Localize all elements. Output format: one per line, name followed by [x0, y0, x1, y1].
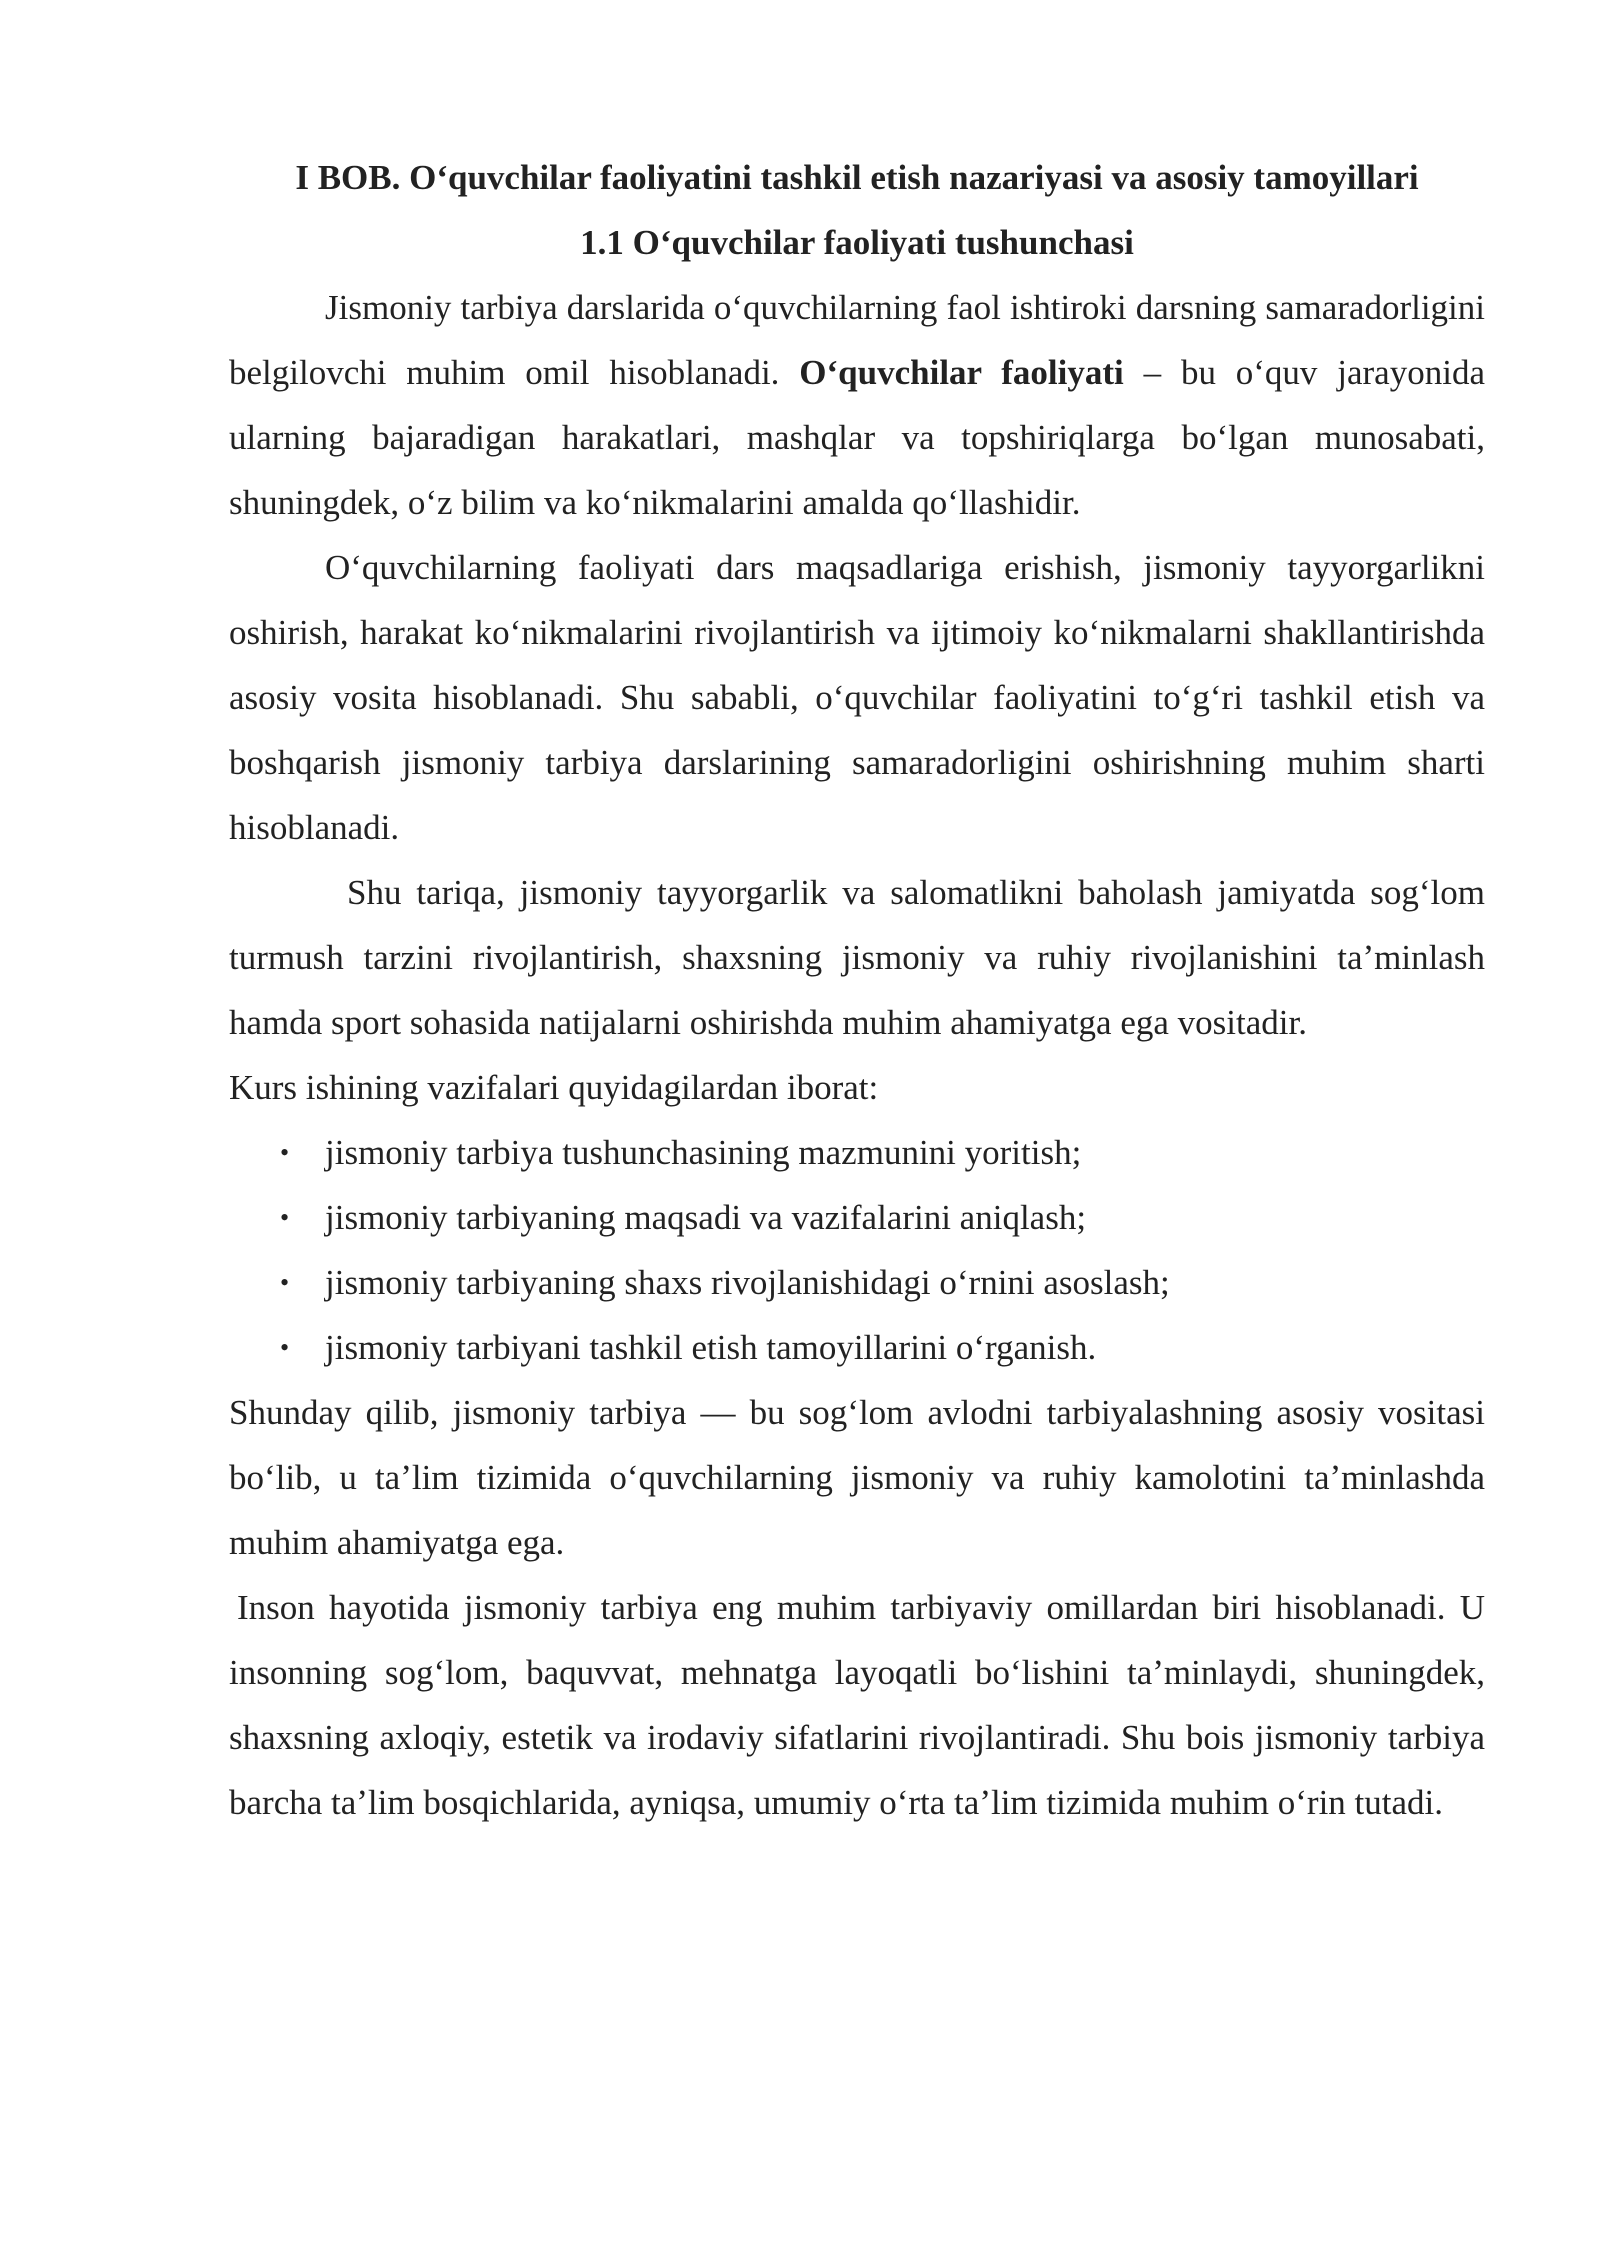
paragraph-5: Inson hayotida jismoniy tarbiya eng muhim tarbiyaviy omillardan biri hisoblanadi. U insonning sogʻlom, baquvvat, mehnatga layoqatli boʻlishini taʼminlaydi, shuningdek, shaxsning axloqiy, estetik va irodaviy sifatlarini rivojlantiradi. Shu bois jismoniy tarbiya barcha taʼlim bosqichlarida, ayniqsa, umumiy oʻrta taʼlim tizimida muhim oʻrin tutadi. — [229, 1588, 1485, 1822]
list-item — [229, 1250, 1485, 1315]
section-title: 1.1 Oʻquvchilar faoliyati tushunchasi — [580, 223, 1134, 262]
term-bold: Oʻquvchilar faoliyati — [799, 353, 1124, 392]
paragraph-3: Shu tariqa, jismoniy tayyorgarlik va salomatlikni baholash jamiyatda sogʻlom turmush tarzini rivojlantirish, shaxsning jismoniy va ruhiy rivojlanishini taʼminlash hamda sport sohasida natijalarni oshirishda muhim ahamiyatga ega vositadir. — [229, 873, 1485, 1042]
chapter-title: I BOB. Oʻquvchilar faoliyatini tashkil etish nazariyasi va asosiy tamoyillari — [295, 158, 1419, 197]
list-item-text: jismoniy tarbiyaning maqsadi va vazifalarini aniqlash; — [325, 1198, 1087, 1237]
tasks-intro: Kurs ishining vazifalari quyidagilardan iborat: — [229, 1068, 879, 1107]
bullet-icon: • — [280, 1333, 290, 1362]
bullet-icon: • — [280, 1203, 290, 1232]
list-item — [229, 1120, 1485, 1185]
list-item — [229, 1315, 1485, 1380]
bullet-icon: • — [280, 1138, 290, 1167]
paragraph-1 — [229, 275, 1485, 535]
list-item-text: jismoniy tarbiyaning shaxs rivojlanishidagi oʻrnini asoslash; — [325, 1263, 1170, 1302]
list-item-text: jismoniy tarbiyani tashkil etish tamoyillarini oʻrganish. — [325, 1328, 1097, 1367]
list-item — [229, 1185, 1485, 1250]
document-page — [229, 145, 1485, 1835]
tasks-list — [229, 1120, 1485, 1380]
paragraph-2: Oʻquvchilarning faoliyati dars maqsadlariga erishish, jismoniy tayyorgarlikni oshirish, harakat koʻnikmalarini rivojlantirish va ijtimoiy koʻnikmalarni shakllantirishda asosiy vosita hisoblanadi. Shu sababli, oʻquvchilar faoliyatini toʻgʻri tashkil etish va boshqarish jismoniy tarbiya darslarining samaradorligini oshirishning muhim sharti hisoblanadi. — [229, 548, 1485, 847]
list-item-text: jismoniy tarbiya tushunchasining mazmunini yoritish; — [325, 1133, 1082, 1172]
paragraph-1-text-end: – bu oʻquv jarayonida ularning bajaradigan harakatlari, mashqlar va topshiriqlarga boʻlgan munosabati, shuningdek, oʻz bilim va koʻnikmalarini amalda qoʻllashidir. — [229, 353, 1485, 522]
bullet-icon: • — [280, 1268, 290, 1297]
paragraph-4: Shunday qilib, jismoniy tarbiya — bu sogʻlom avlodni tarbiyalashning asosiy vositasi boʻlib, u taʼlim tizimida oʻquvchilarning jismoniy va ruhiy kamolotini taʼminlashda muhim ahamiyatga ega. — [229, 1393, 1485, 1562]
paragraph-1-text-start: Jismoniy tarbiya darslarida oʻquvchilarning faol ishtiroki darsning samaradorligini belgilovchi muhim omil hisoblanadi. — [229, 288, 1485, 392]
